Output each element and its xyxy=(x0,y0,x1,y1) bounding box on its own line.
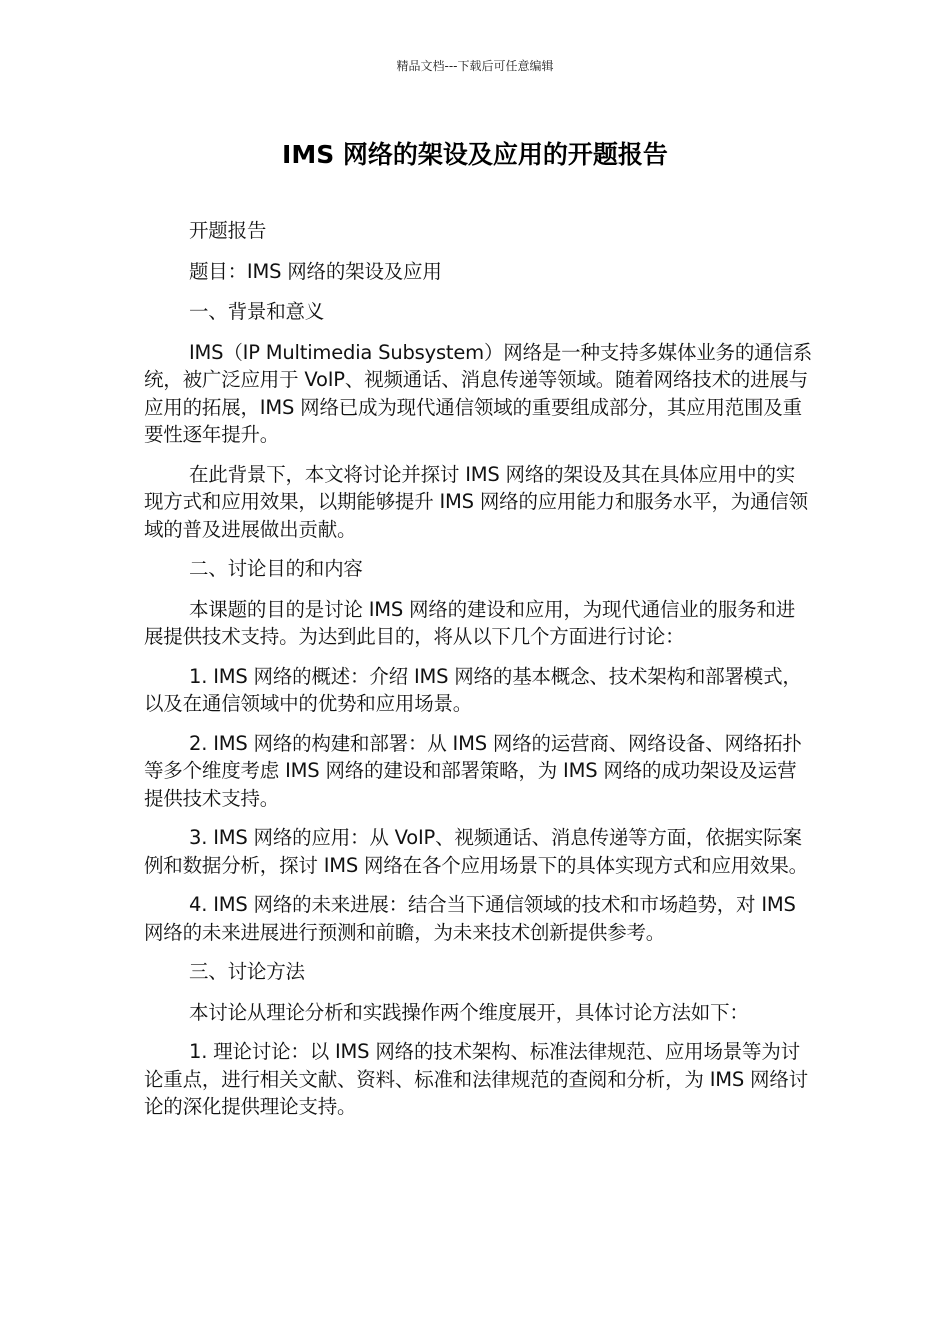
list-item-overview: 1. IMS 网络的概述：介绍 IMS 网络的基本概念、技术架构和部署模式，以及在通信领域中的优势和应用场景。 xyxy=(144,664,802,715)
list-item-theory: 1. 理论讨论：以 IMS 网络的技术架构、标准法律规范、应用场景等为讨论重点，进行相关文献、资料、标准和法律规范的查阅和分析，为 IMS 网络讨论的深化提供理论支持。 xyxy=(144,1040,808,1118)
section-heading-methods: 三、讨论方法 xyxy=(189,960,305,983)
paragraph-background-2: 在此背景下，本文将讨论并探讨 IMS 网络的架设及其在具体应用中的实现方式和应用效果，以期能够提升 IMS 网络的应用能力和服务水平，为通信领域的普及进展做出贡献。 xyxy=(144,462,808,541)
section-heading-background: 一、背景和意义 xyxy=(189,300,325,323)
list-item-construction: 2. IMS 网络的构建和部署：从 IMS 网络的运营商、网络设备、网络拓扑等多个维度考虑 IMS 网络的建设和部署策略，为 IMS 网络的成功架设及运营提供技术支持。 xyxy=(144,731,802,810)
list-item-future: 4. IMS 网络的未来进展：结合当下通信领域的技术和市场趋势，对 IMS 网络的未来进展进行预测和前瞻，为未来技术创新提供参考。 xyxy=(144,893,796,944)
paragraph-methods-intro: 本讨论从理论分析和实践操作两个维度展开，具体讨论方法如下： xyxy=(189,1000,749,1024)
header-note: 精品文档---下载后可任意编辑 xyxy=(396,59,554,73)
document-body xyxy=(144,217,814,1133)
list-item-application: 3. IMS 网络的应用：从 VoIP、视频通话、消息传递等方面，依据实际案例和数据分析，探讨 IMS 网络在各个应用场景下的具体实现方式和应用效果。 xyxy=(144,826,808,877)
topic-line: 题目：IMS 网络的架设及应用 xyxy=(189,259,442,283)
paragraph-background-1: IMS（IP Multimedia Subsystem）网络是一种支持多媒体业务的通信系统，被广泛应用于 VoIP、视频通话、消息传递等领域。随着网络技术的进展与应用的拓展，IMS 网络已成为现代通信领域的重要组成部分，其应用范围及重要性逐年提升。 xyxy=(144,340,813,446)
page-title: IMS 网络的架设及应用的开题报告 xyxy=(282,140,668,169)
section-label-report: 开题报告 xyxy=(189,219,267,242)
paragraph-purpose-intro: 本课题的目的是讨论 IMS 网络的建设和应用，为现代通信业的服务和进展提供技术支持。为达到此目的，将从以下几个方面进行讨论： xyxy=(144,597,796,648)
section-heading-purpose: 二、讨论目的和内容 xyxy=(189,557,363,580)
